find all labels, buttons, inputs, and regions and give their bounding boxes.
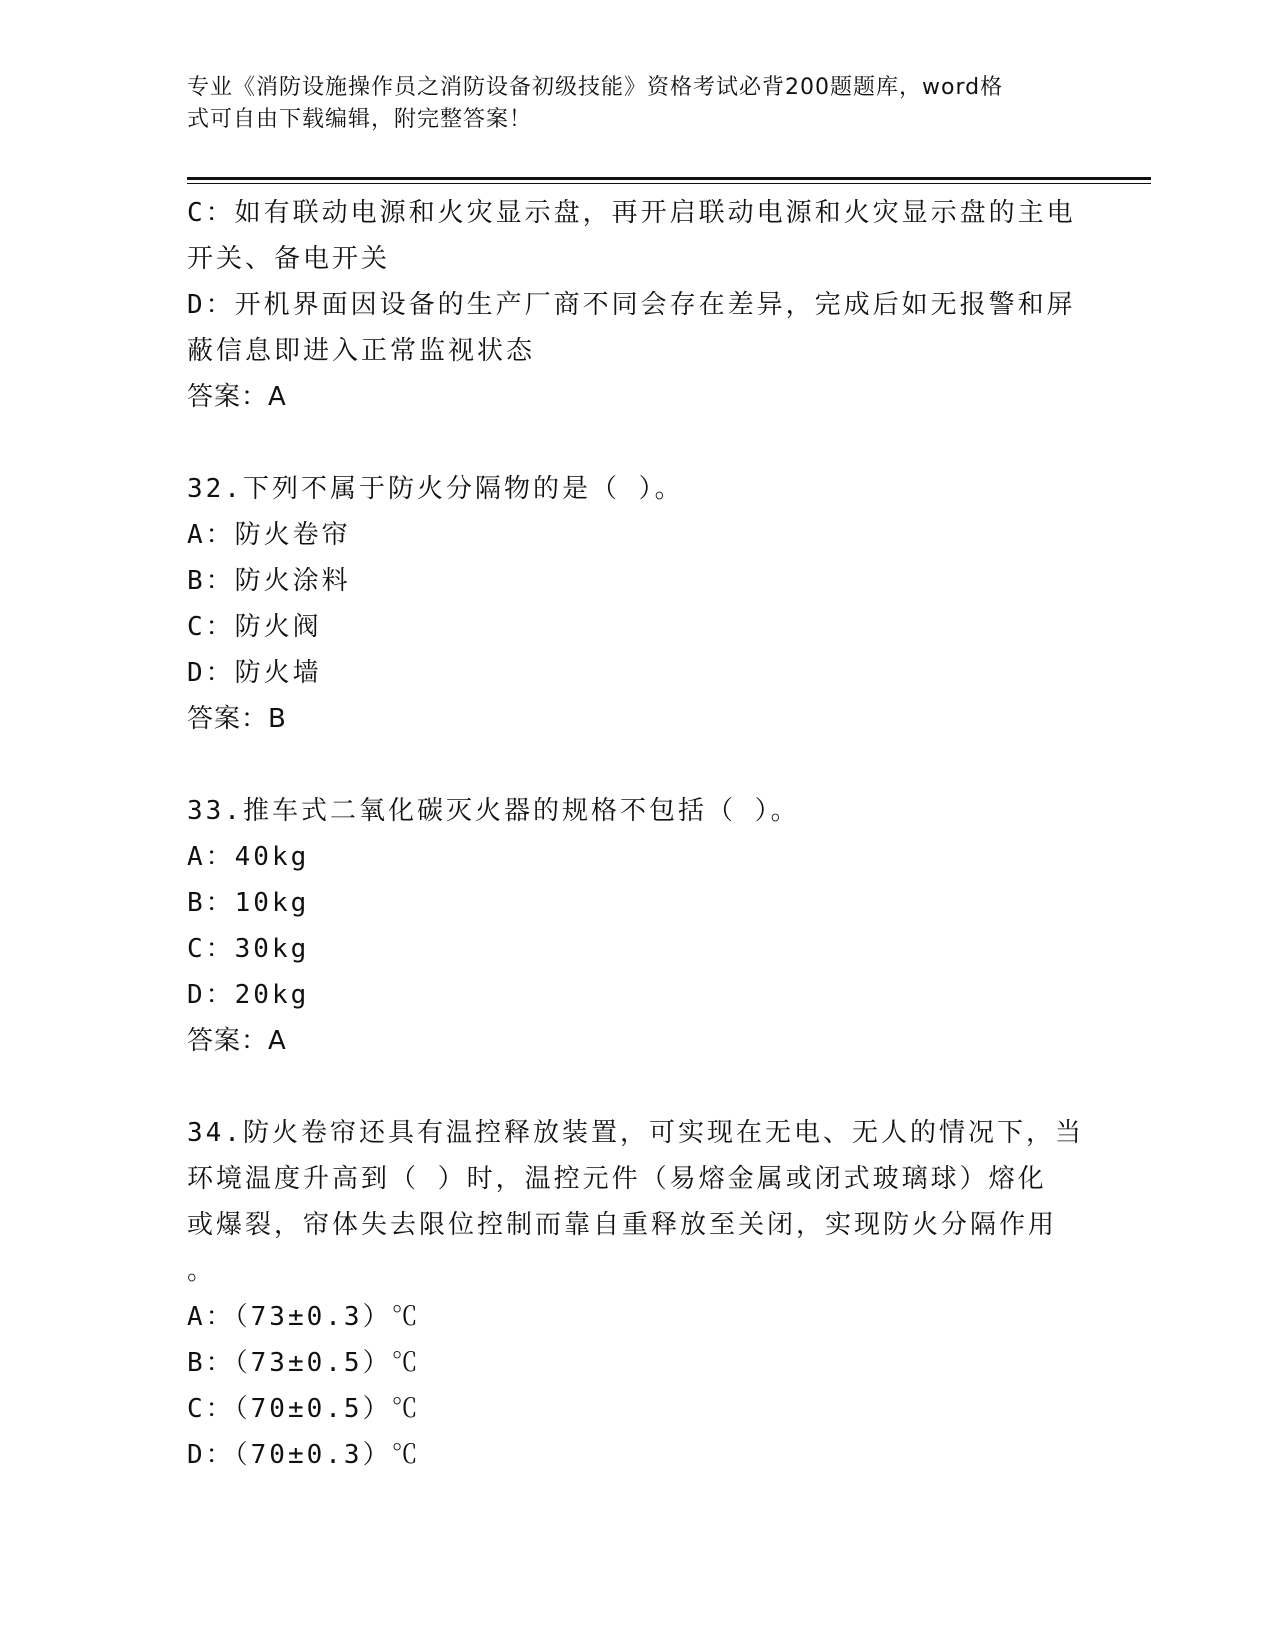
question-text-line-1: 34.防火卷帘还具有温控释放装置，可实现在无电、无人的情况下，当 [187, 1118, 1084, 1148]
header-rule-thick [187, 177, 1151, 180]
answer-line: 答案：A [187, 1026, 287, 1056]
question-34 [187, 1110, 1087, 1478]
option-d: D：（70±0.3）℃ [187, 1440, 421, 1470]
option-c: C：30kg [187, 934, 310, 964]
option-d: D：20kg [187, 980, 310, 1010]
question-32 [187, 466, 1087, 742]
option-d: D：防火墙 [187, 658, 322, 688]
question-text: 32.下列不属于防火分隔物的是（ ）。 [187, 474, 684, 504]
header-line-1: 专业《消防设施操作员之消防设备初级技能》资格考试必背200题题库，word格 [187, 75, 1004, 100]
question-spacer [187, 742, 1087, 788]
header-line-2: 式可自由下载编辑，附完整答案！ [187, 107, 533, 132]
question-text-line-2: 环境温度升高到（ ）时，温控元件（易熔金属或闭式玻璃球）熔化 [187, 1164, 1047, 1194]
previous-question-tail [187, 190, 1087, 420]
option-a: A：防火卷帘 [187, 520, 351, 550]
option-d-line-2: 蔽信息即进入正常监视状态 [187, 336, 536, 366]
question-spacer [187, 420, 1087, 466]
question-text-line-4: 。 [187, 1256, 217, 1286]
question-spacer [187, 1064, 1087, 1110]
option-c-line-1: C：如有联动电源和火灾显示盘，再开启联动电源和火灾显示盘的主电 [187, 198, 1076, 228]
question-text-line-3: 或爆裂，帘体失去限位控制而靠自重释放至关闭，实现防火分隔作用 [187, 1210, 1058, 1240]
option-a: A：40kg [187, 842, 310, 872]
document-header [187, 72, 1067, 136]
option-c: C：（70±0.5）℃ [187, 1394, 421, 1424]
question-text: 33.推车式二氧化碳灭火器的规格不包括（ ）。 [187, 796, 800, 826]
option-c-line-2: 开关、备电开关 [187, 244, 391, 274]
answer-line: 答案：B [187, 704, 287, 734]
option-d-line-1: D：开机界面因设备的生产厂商不同会存在差异，完成后如无报警和屏 [187, 290, 1076, 320]
option-a: A：（73±0.3）℃ [187, 1302, 421, 1332]
option-b: B：防火涂料 [187, 566, 351, 596]
option-b: B：（73±0.5）℃ [187, 1348, 421, 1378]
option-b: B：10kg [187, 888, 310, 918]
header-rule-thin [187, 183, 1151, 184]
answer-line: 答案：A [187, 382, 287, 412]
question-list [187, 190, 1087, 1478]
question-33 [187, 788, 1087, 1064]
option-c: C：防火阀 [187, 612, 322, 642]
